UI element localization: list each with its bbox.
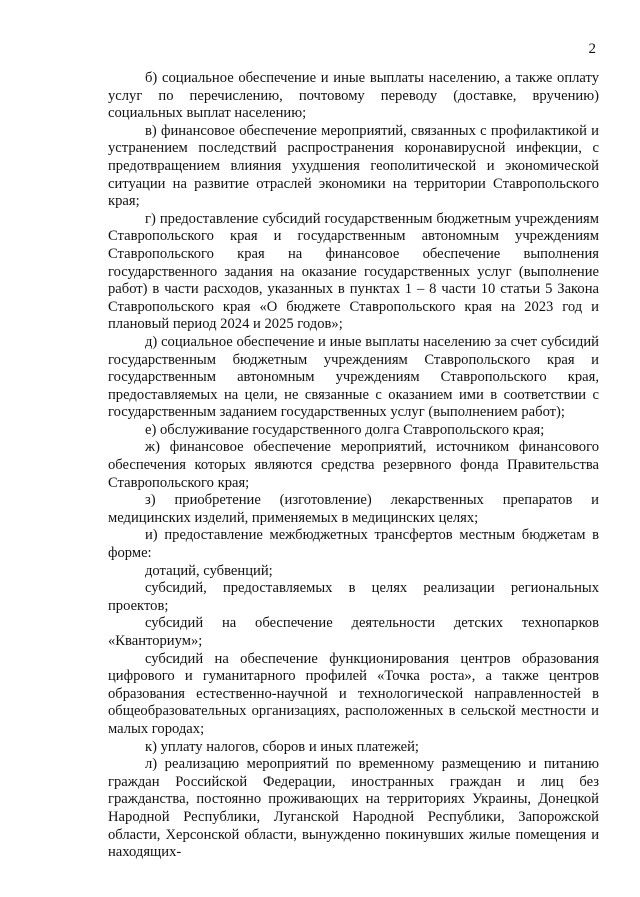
paragraph-d: д) социальное обеспечение и иные выплаты населению за счет субсидий государственным бюджетным учреждениям Ставропольского края и государственным автономным учреждениям Ставропольского края, предоставляемых на цели, не связанные с оказанием ими в соответствии с государственным заданием государственных услуг (выполнением работ); <box>108 333 599 421</box>
page-number: 2 <box>588 41 596 57</box>
paragraph-b: б) социальное обеспечение и иные выплаты населению, а также оплату услуг по перечислению, почтовому переводу (доставке, вручению) социальных выплат населению; <box>108 70 599 122</box>
paragraph-i-subsidies-2: субсидий, предоставляемых в целях реализации региональных проектов; <box>108 580 599 614</box>
paragraph-g: г) предоставление субсидий государственным бюджетным учреждениям Ставропольского края и государственным автономным учреждениям Ставропольского края на финансовое обеспечение выполнения государственного задания на оказание государственных услуг (выполнение работ) в части расходов, указанных в пунктах 1 – 8 части 10 статьи 5 Закона Ставропольского края «О бюджете Ставропольского края на 2023 год и плановый период 2024 и 2025 годов»; <box>108 210 599 333</box>
paragraph-e: е) обслуживание государственного долга Ставропольского края; <box>145 421 545 438</box>
paragraph-z: з) приобретение (изготовление) лекарственных препаратов и медицинских изделий, применяемых в медицинских целях; <box>108 492 599 526</box>
paragraph-l: л) реализацию мероприятий по временному размещению и питанию граждан Российской Федерации, иностранных граждан и лиц без гражданства, постоянно проживающих на территориях Украины, Донецкой Народной Республики, Луганской Народной Республики, Запорожской области, Херсонской области, вынужденно покинувших жилые помещения и находящих- <box>108 756 599 861</box>
paragraph-zh: ж) финансовое обеспечение мероприятий, источником финансового обеспечения которых являются средства резервного фонда Правительства Ставропольского края; <box>108 439 599 491</box>
paragraph-i-subsidies-4: субсидий на обеспечение функционирования центров образования цифрового и гуманитарного профилей «Точка роста», а также центров образования естественно-научной и технологической направленностей в общеобразовательных организациях, расположенных в сельской местности и малых городах; <box>108 650 599 737</box>
paragraph-i-subsidies-3: субсидий на обеспечение деятельности детских технопарков «Кванториум»; <box>108 615 599 649</box>
paragraph-v: в) финансовое обеспечение мероприятий, связанных с профилактикой и устранением последствий распространения коронавирусной инфекции, с предотвращением влияния ухудшения геополитической и экономической ситуации на развитие отраслей экономики на территории Ставропольского края; <box>108 122 599 210</box>
paragraph-k: к) уплату налогов, сборов и иных платежей; <box>145 738 419 755</box>
paragraph-i-subsidies-1: дотаций, субвенций; <box>145 562 273 579</box>
document-body <box>108 70 599 862</box>
paragraph-i: и) предоставление межбюджетных трансфертов местным бюджетам в форме: <box>108 527 599 562</box>
